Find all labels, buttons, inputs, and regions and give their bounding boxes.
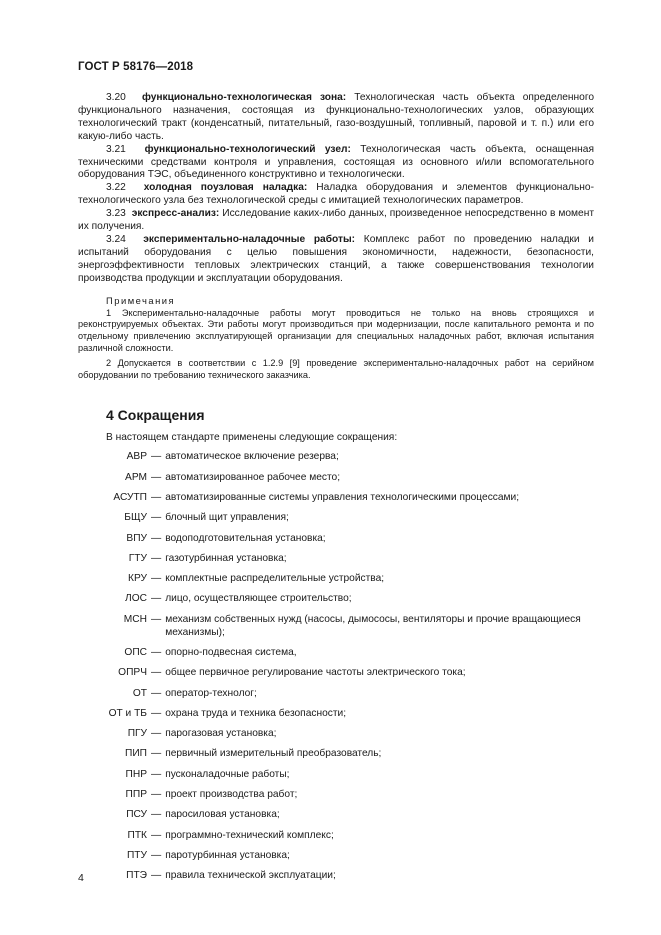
note-item: 1 Экспериментально-наладочные работы могут проводиться не только на вновь строящихся и реконструируемых объектах. Эти работы могут производиться при модернизации, после капитального ремонта и по отдельному привлечению эксплуатирующей организации для специальных наладочных работ, включая испытания различной сложности. [78,307,594,353]
term-definition: Комплекс работ по проведению наладки и испытаний оборудования с целью повышения экономичности, надежности, безопасности, энергоэффективности тепловых электрических станций, а также совершенствования технологии производства продукции и эксплуатации оборудования. [78,233,594,284]
dash: — [151,707,162,719]
term-definition: Технологическая часть объекта определенного функционального назначения, состоящая из функционально-технологических узлов, образующих технологический тракт (конденсатный, питательный, газо-воздушный, топливный, паровой и т. п.) или его какую-либо часть. [78,92,594,142]
abbreviation-definition: автоматизированные системы управления технологическими процессами; [165,491,520,503]
dash: — [151,768,162,780]
abbreviations-list [78,451,594,883]
abbreviation-row [78,647,594,660]
term-item [78,208,594,234]
dash: — [151,870,162,882]
abbreviation-definition: опорно-подвесная система, [165,646,297,658]
abbreviation-definition: автоматизированное рабочее место; [165,471,341,483]
abbreviation-row [78,472,594,485]
abbreviation-definition: парогазовая установка; [165,728,277,740]
abbreviation: АРМ [125,471,147,483]
term-number: 3.22 [106,182,126,194]
abbreviation: ОПС [124,646,147,658]
abbreviation-definition: автоматическое включение резерва; [165,451,339,463]
abbreviation: ПГУ [127,728,147,740]
abbreviation: ГТУ [128,552,147,564]
abbreviation: ОТ [132,687,147,699]
abbreviation: АВР [126,451,147,463]
dash: — [151,646,162,658]
abbreviation-row [78,667,594,680]
term-name: холодная поузловая наладка: [143,182,308,194]
term-number: 3.21 [106,143,126,155]
abbreviation-row [78,492,594,505]
abbreviation-row [78,769,594,782]
abbreviation-row [78,789,594,802]
abbreviation-row [78,708,594,721]
term-name: функционально-технологическая зона: [141,92,347,103]
abbreviation-definition: оператор-технолог; [165,687,257,699]
term-item [78,234,594,286]
notes-block [78,295,594,382]
dash: — [151,573,162,585]
abbreviation: МСН [123,613,147,625]
dash: — [151,687,162,699]
term-item [78,182,594,208]
abbreviation-row [78,533,594,546]
abbreviation: ОПРЧ [118,667,147,679]
abbreviation: ПТУ [126,849,147,861]
abbreviation-definition: охрана труда и техника безопасности; [165,707,347,719]
terms-list [78,92,594,286]
dash: — [151,491,162,503]
abbreviation-definition: газотурбинная установка; [165,552,287,564]
dash: — [151,532,162,544]
term-name: функционально-технологический узел: [144,143,351,155]
abbreviation-row [78,553,594,566]
abbreviation-definition: блочный щит управления; [165,512,289,524]
abbreviation: ВПУ [126,532,147,544]
abbreviation-row [78,748,594,761]
abbreviation-definition: паротурбинная установка; [165,849,290,861]
abbreviation: ПНР [125,768,147,780]
abbreviation-row [78,688,594,701]
dash: — [151,748,162,760]
term-number: 3.20 [106,92,126,103]
document-id: ГОСТ Р 58176—2018 [78,61,194,73]
abbreviation-row [78,728,594,741]
abbreviation: ПСУ [126,809,147,821]
abbreviation-definition: программно-технический комплекс; [165,829,334,841]
dash: — [151,789,162,801]
abbreviation: ПТЭ [126,870,147,882]
page-content [78,92,594,891]
term-number: 3.24 [106,233,126,245]
abbreviation-definition: паросиловая установка; [165,809,280,821]
abbreviation-row [78,593,594,606]
dash: — [151,613,162,625]
abbreviation-row [78,451,594,464]
abbreviation: ПТК [127,829,147,841]
abbreviation: ОТ и ТБ [108,707,147,719]
abbreviation-definition: пусконаладочные работы; [165,768,290,780]
section-intro: В настоящем стандарте применены следующие сокращения: [106,432,398,444]
abbreviation-row [78,614,594,640]
abbreviation-row [78,850,594,863]
abbreviation-definition: общее первичное регулирование частоты электрического тока; [165,667,466,679]
term-definition: Наладка оборудования и элементов функционально-технологического узла без технологической среды с имитацией технологических параметров. [78,182,594,207]
abbreviation-row [78,512,594,525]
abbreviation-row [78,830,594,843]
abbreviation: ЛОС [125,593,147,605]
section-title: 4 Сокращения [106,407,205,424]
abbreviation: КРУ [128,573,147,585]
abbreviation-definition: комплектные распределительные устройства; [165,573,385,585]
term-definition: Исследование каких-либо данных, произведенное непосредственно в момент их получения. [78,208,595,233]
dash: — [151,552,162,564]
abbreviation-definition: лицо, осуществляющее строительство; [165,593,352,605]
term-name: экспериментально-наладочные работы: [143,233,356,245]
dash: — [151,829,162,841]
term-item [78,92,594,144]
abbreviation-row [78,573,594,586]
abbreviation-definition: водоподготовительная установка; [165,532,326,544]
abbreviation-row [78,870,594,883]
term-item [78,144,594,183]
abbreviation-definition: механизм собственных нужд (насосы, дымососы, вентиляторы и прочие вращающиеся механизмы); [165,613,581,638]
dash: — [151,667,162,679]
term-number: 3.23 [106,208,126,220]
abbreviation: ПИП [125,748,147,760]
abbreviation-definition: проект производства работ; [165,789,298,801]
dash: — [151,512,162,524]
term-name: экспресс-анализ: [131,208,220,220]
abbreviation: БЩУ [124,512,147,524]
dash: — [151,451,162,463]
dash: — [151,471,162,483]
abbreviation-row [78,809,594,822]
abbreviation: ППР [125,789,147,801]
abbreviation-definition: правила технической эксплуатации; [165,870,336,882]
dash: — [151,728,162,740]
term-definition: Технологическая часть объекта, оснащенная техническими средствами контроля и управления, состоящая из основного и/или вспомогательного оборудования ТЭС, объединенного конструктивно и технологически. [78,143,594,181]
note-item: 2 Допускается в соответствии с 1.2.9 [9] проведение экспериментально-наладочных работ на серийном оборудовании по требованию технического заказчика. [78,357,594,380]
dash: — [151,593,162,605]
dash: — [151,809,162,821]
abbreviation: АСУТП [113,491,147,503]
abbreviation-definition: первичный измерительный преобразователь; [165,748,382,760]
dash: — [151,849,162,861]
page-number: 4 [78,872,84,884]
notes-label: Примечания [106,294,176,306]
